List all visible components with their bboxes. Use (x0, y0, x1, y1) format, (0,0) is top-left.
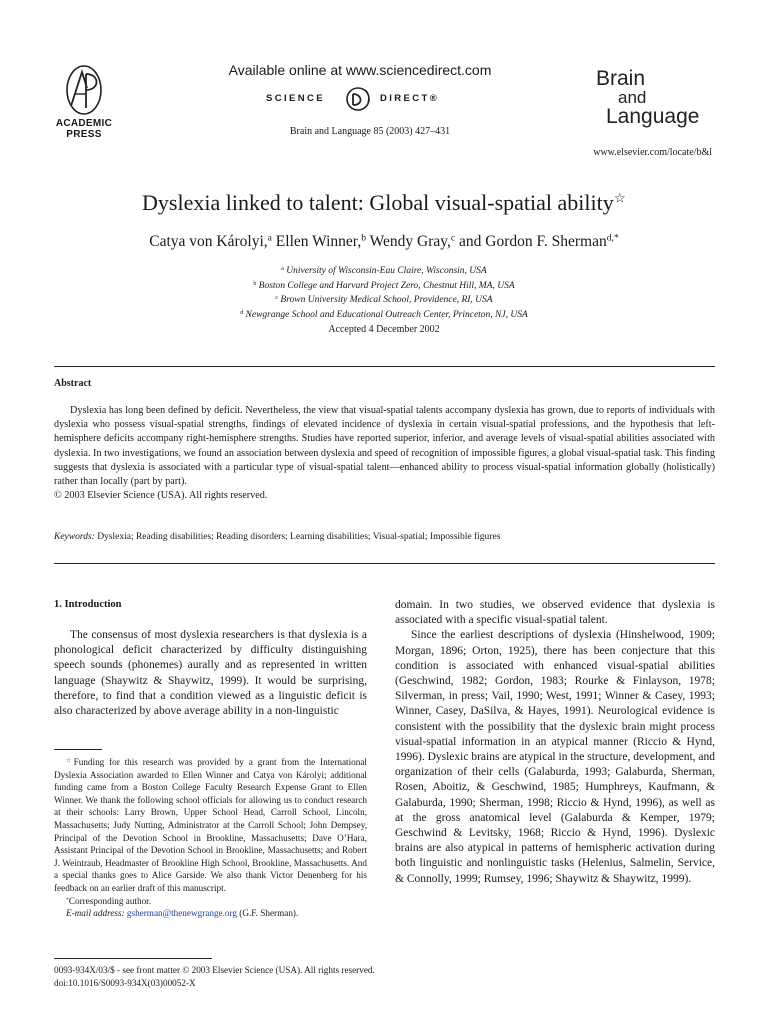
corresponding-footnote-text: Corresponding author. (68, 895, 152, 906)
corresponding-footnote-mark: * (66, 896, 69, 903)
footnotes (54, 756, 367, 920)
affiliation-text: University of Wisconsin-Eau Claire, Wisconsin, USA (286, 266, 487, 276)
author-list (40, 233, 728, 251)
author-affil-mark[interactable]: d,* (606, 232, 619, 244)
sciencedirect-logo (266, 86, 476, 112)
available-online-text: Available online at www.sciencedirect.com (228, 62, 492, 78)
journal-title-line1: Brain (596, 67, 646, 90)
affiliation-mark: d (240, 309, 244, 316)
abstract-bottom-divider (54, 563, 715, 564)
keywords-list: Dyslexia; Reading disabilities; Reading disorders; Learning disabilities; Visual-spatial; Impossible figures (94, 532, 501, 542)
affiliation-item (120, 293, 648, 308)
affiliation-item (120, 264, 648, 279)
funding-footnote-text: Funding for this research was provided by a grant from the International Dyslexia Association awarded to Ellen Winner and Catya von Károlyi; additional funding came from a Boston College Faculty Research Expense Grant to Ellen Winner. We thank the following school officials for allowing us to conduct research at their schools: Larry Brown, Upper School Head, Carroll School, Lincoln, Massachusetts; Judy Nutting, Administrator at the Carroll School; John Dempsey, Principal of the Devotion School in Brookline, Massachusetts; Dave O’Hara, Assistant Principal of the Devotion School in Brookline, Massachusetts; and Robert J. Weintraub, Headmaster of Brookline High School, Brookline, Massachusetts. And a special thanks goes to Alice Garside. We also thank Victor Denenberg for his feedback on an earlier draft of this manuscript. (54, 757, 367, 893)
section-heading-introduction: 1. Introduction (54, 599, 122, 610)
keywords-label: Keywords: (54, 532, 95, 542)
journal-citation: Brain and Language 85 (2003) 427–431 (289, 126, 451, 137)
article-title-text: Dyslexia linked to talent: Global visual-spatial ability (142, 190, 614, 215)
author-affil-mark[interactable]: b (361, 232, 367, 244)
publisher-name-line2: PRESS (66, 129, 102, 140)
journal-title-line2: and (618, 88, 647, 107)
article-title (40, 190, 728, 216)
author-affil-mark[interactable]: a (267, 232, 272, 244)
affiliation-text: Brown University Medical School, Providence, RI, USA (280, 295, 493, 305)
author-name: Catya von Károlyi, (149, 233, 268, 250)
footnote-divider (54, 749, 102, 750)
affiliation-mark: c (275, 294, 279, 301)
affiliation-text: Newgrange School and Educational Outreach Center, Princeton, NJ, USA (245, 309, 528, 320)
sciencedirect-right-text: DIRECT® (380, 93, 440, 104)
affiliation-mark: a (281, 265, 284, 272)
abstract-top-divider (54, 366, 715, 367)
title-footnote-star[interactable]: ☆ (613, 190, 626, 206)
funding-footnote (54, 756, 367, 895)
intro-paragraph-right: Since the earliest descriptions of dyslexia (Hinshelwood, 1909; Morgan, 1896; Orton, 1925), there has been conjecture that this condition is associated with enhanced visual-spatial abilities (Geschwind, 1982; Gordon, 1983; Rourke & Finlayson, 1978; Silverman, in press; Vail, 1990; West, 1991; Winner & Casey, 1993; Winner, Casey, DaSilva, & Hayes, 1991). Neurological evidence is consistent with the possibility that the dyslexic brain might process visual-spatial information in an atypical manner (Riccio & Hynd, 1996). Dyslexic brains are atypical in the structure, development, and organization of their cells (Galaburda, 1993; Galaburda, Sherman, Rosen, Aboitiz, & Geschwind, 1985; Humphreys, Kaufmann, & Galaburda, 1990; Sherman, 1998; Riccio & Hynd, 1996), as well as at the gross anatomical level (Galaburda & Kemper, 1979; Geschwind & Levitsky, 1968; Riccio & Hynd, 1996). Dyslexic brains are also atypical in patterns of hemispheric activation during both linguistic and nonlinguistic tasks (Helenius, Salmelin, Service, & Connolly, 1999; Rumsey, 1996; Shaywitz & Shaywitz, 1999). (395, 629, 715, 885)
sciencedirect-left-text: SCIENCE (266, 93, 326, 104)
email-link[interactable]: gsherman@thenewgrange.org (126, 908, 237, 919)
abstract-heading: Abstract (54, 378, 92, 389)
journal-title-line3: Language (606, 105, 700, 128)
doi-line[interactable]: doi:10.1016/S0093-934X(03)00052-X (54, 977, 196, 988)
journal-url-link[interactable]: www.elsevier.com/locate/b&l (593, 147, 712, 158)
affiliation-text: Boston College and Harvard Project Zero, Chestnut Hill, MA, USA (258, 280, 515, 291)
author-name: Wendy Gray, (369, 233, 451, 250)
journal-title-logo (596, 68, 706, 128)
bottom-publication-info (54, 964, 375, 989)
abstract-text: Dyslexia has long been defined by deficit. Nevertheless, the view that visual-spatial talents accompany dyslexia has grown, due to reports of individuals with dyslexia who possess visual-spatial strengths, findings of elevated incidence of dyslexia in certain visual-spatial professions, and the hypothesis that left-hemisphere deficits accompany right-hemisphere strengths. Studies have reported superior, inferior, and average levels of visual-spatial abilities associated with dyslexia. In two investigations, we found an association between dyslexia and speed of recognition of impossible figures, a global visual-spatial task. This finding suggests that dyslexia is associated with a particular type of visual-spatial talent—enhanced ability to process visual-spatial information globally (holistically) rather than locally (part by part). (54, 405, 715, 488)
issn-line: 0093-934X/03/$ - see front matter © 2003 Elsevier Science (USA). All rights reserved. (54, 965, 375, 975)
author-name: Ellen Winner, (275, 233, 362, 250)
affiliation-list (120, 264, 648, 322)
abstract-copyright: © 2003 Elsevier Science (USA). All rights reserved. (54, 490, 268, 502)
publisher-name-line1: ACADEMIC (55, 118, 113, 129)
author-affil-mark[interactable]: c (450, 232, 456, 244)
left-column (54, 598, 367, 719)
affiliation-mark: b (253, 280, 257, 287)
email-footnote (54, 907, 367, 920)
intro-paragraph-left: The consensus of most dyslexia researchers is that dyslexia is a phonological deficit characterized by difficulty distinguishing speech sounds (phonemes) aurally and as represented in written language (Shaywitz & Shaywitz, 1999). It would be surprising, therefore, to find that a condition viewed as a linguistic deficit is also characterized by above average ability in a non-linguistic (54, 629, 367, 718)
abstract-body (54, 404, 715, 503)
sciencedirect-d-icon (340, 86, 376, 112)
keywords (54, 532, 715, 542)
email-label: E-mail address: (66, 908, 125, 919)
affiliation-item (120, 279, 648, 294)
funding-footnote-mark: ☆ (66, 757, 74, 764)
email-suffix: (G.F. Sherman). (237, 908, 299, 919)
right-column (395, 598, 715, 887)
accepted-date: Accepted 4 December 2002 (328, 324, 440, 335)
intro-paragraph-continued: domain. In two studies, we observed evidence that dyslexia is associated with a specific visual-spatial talent. (395, 599, 715, 627)
affiliation-item (120, 308, 648, 323)
corresponding-footnote (54, 895, 367, 908)
author-name: and Gordon F. Sherman (459, 233, 607, 250)
academic-press-ap-logo-icon (56, 62, 112, 118)
bottom-divider (54, 958, 212, 959)
publisher-name (38, 118, 130, 140)
